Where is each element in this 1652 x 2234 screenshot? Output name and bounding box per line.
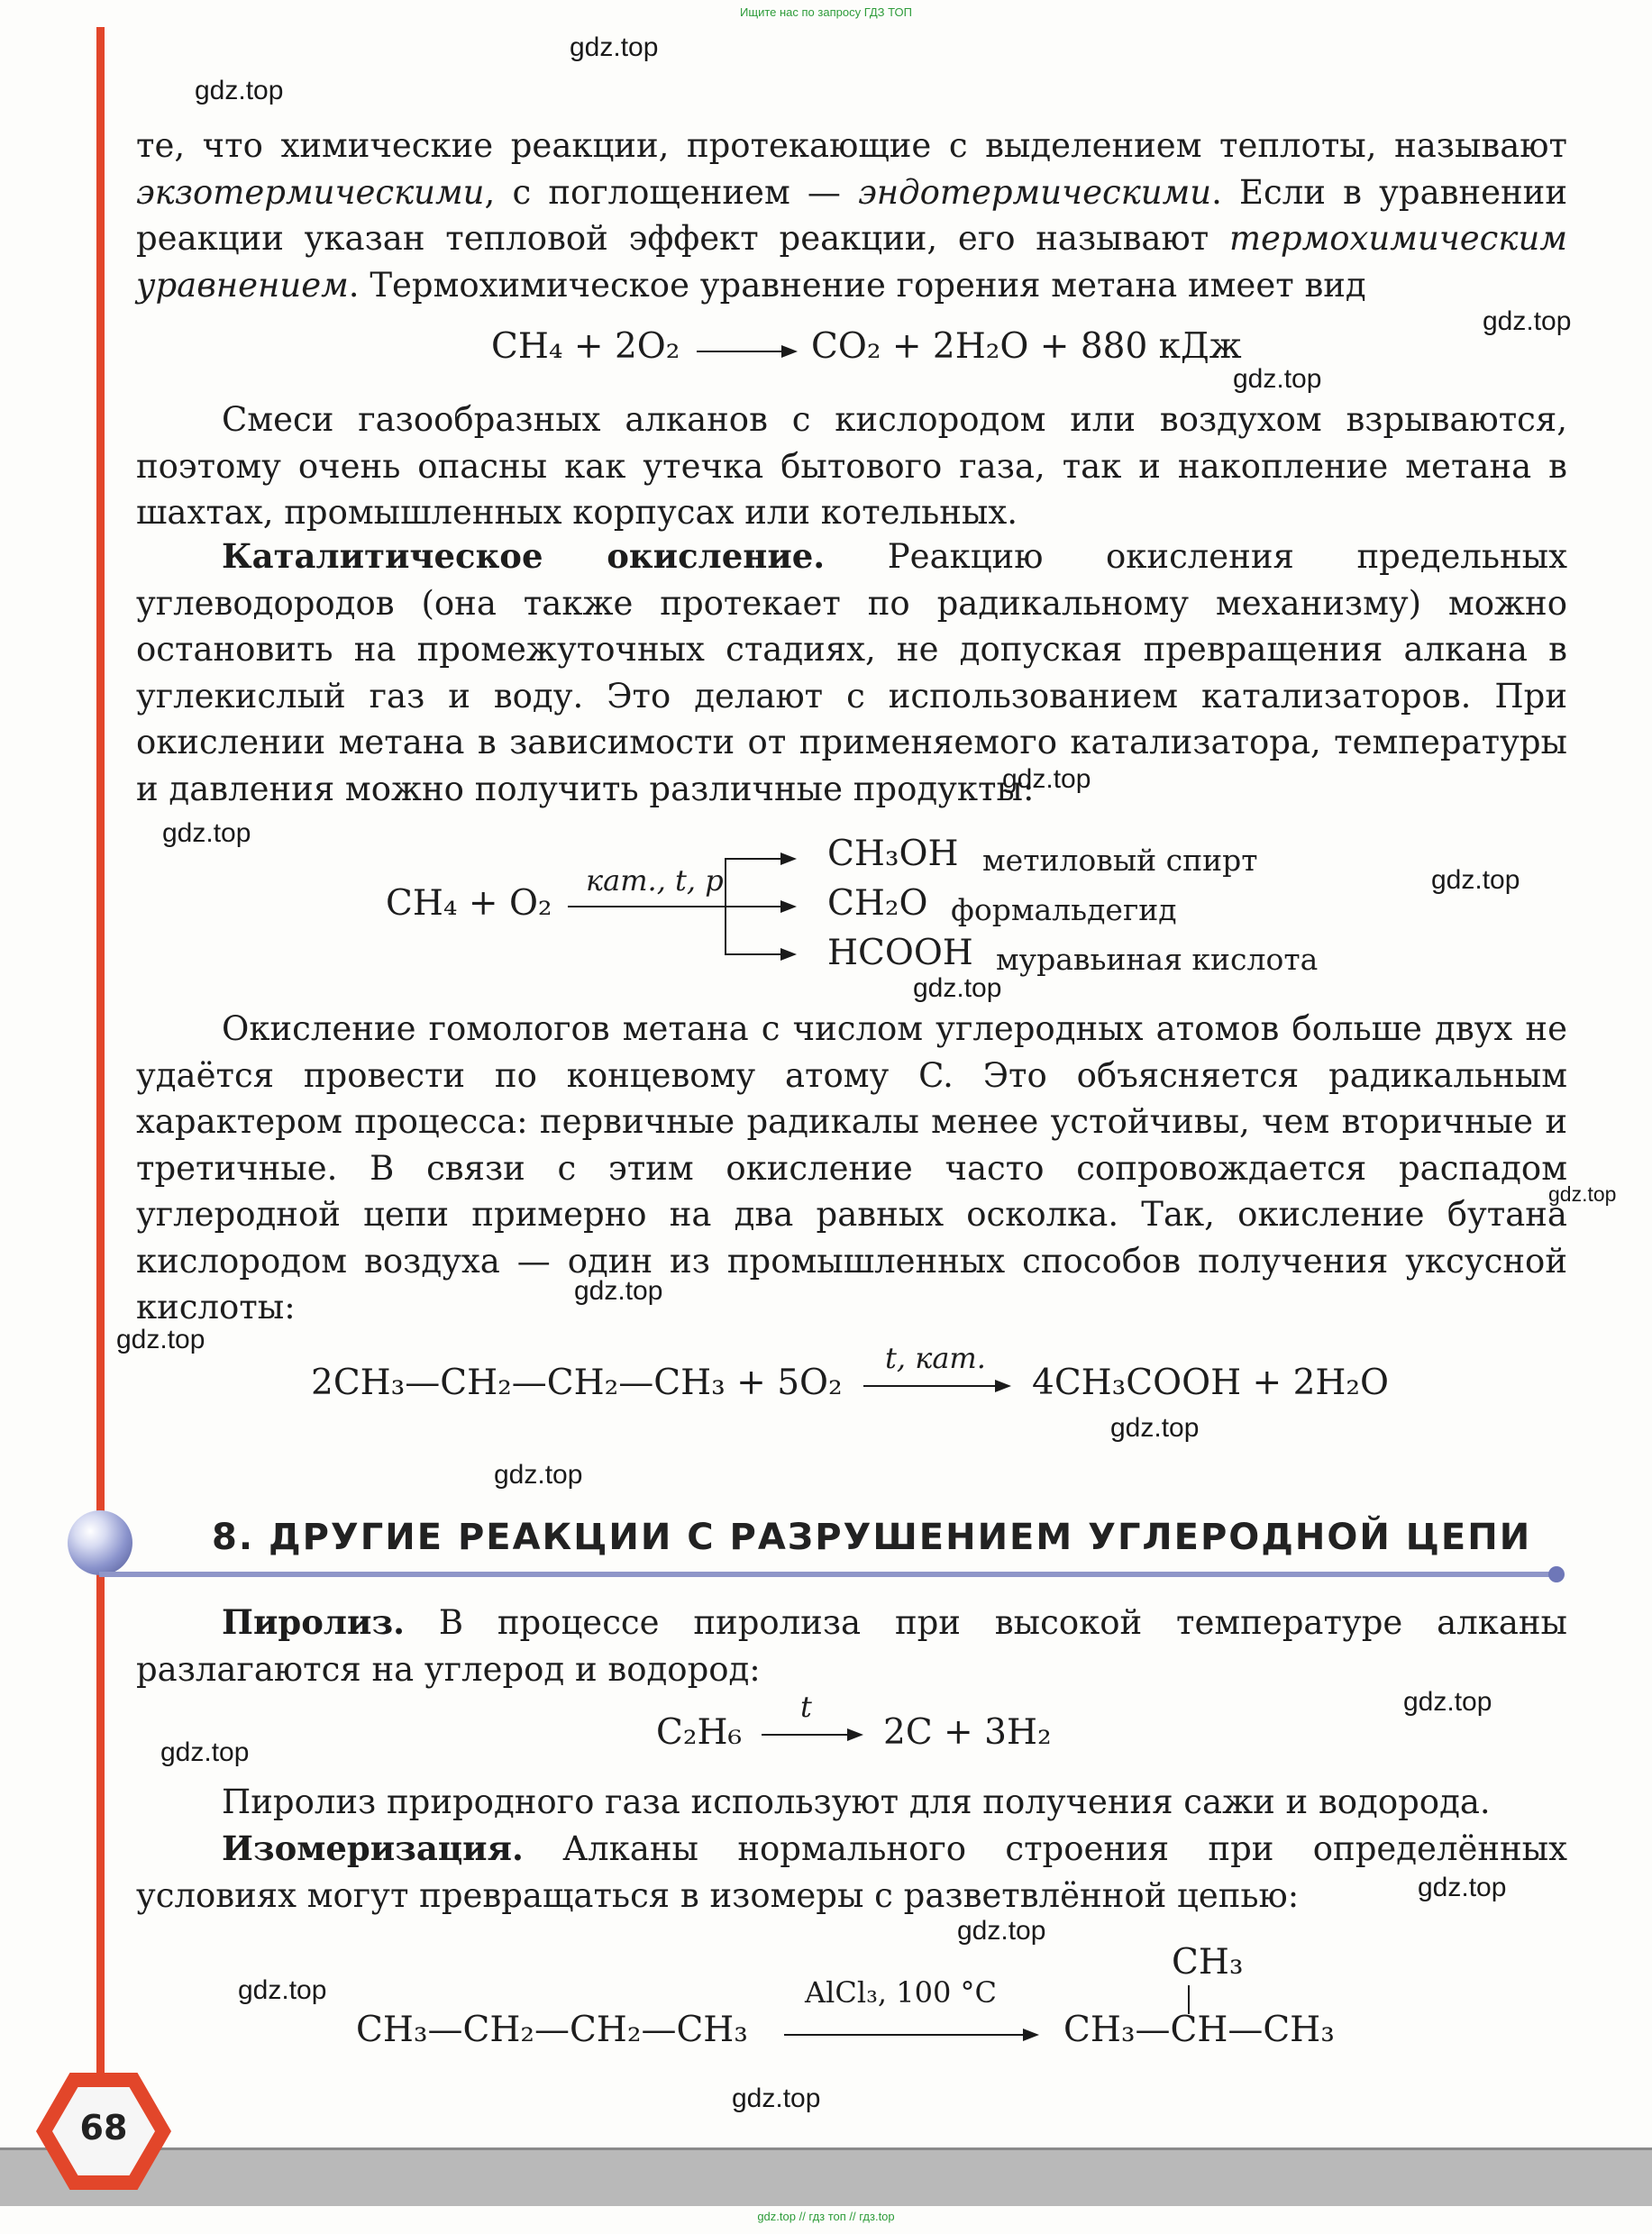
footer-note: gdz.top // гдз топ // гдз.top bbox=[757, 2210, 895, 2223]
watermark: gdz.top bbox=[238, 1975, 327, 2005]
section-heading: 8. ДРУГИЕ РЕАКЦИИ С РАЗРУШЕНИЕМ УГЛЕРОДНОЙ ЦЕПИ bbox=[212, 1517, 1532, 1558]
section-rule-dot bbox=[1548, 1566, 1565, 1582]
eq2-arrowhead-2 bbox=[780, 900, 797, 913]
eq3-right: 4CH₃COOH + 2H₂O bbox=[1032, 1363, 1389, 1403]
eq2-product-3-name: муравьиная кислота bbox=[996, 942, 1319, 977]
eq3-left: 2CH₃—CH₂—CH₂—CH₃ + 5O₂ bbox=[311, 1363, 843, 1403]
watermark: gdz.top bbox=[1548, 1182, 1617, 1206]
term-endothermic: эндотермическими bbox=[858, 172, 1212, 212]
eq2-product-2-name: формальдегид bbox=[951, 892, 1177, 927]
eq2-product-1-formula: CH₃OH bbox=[827, 834, 959, 874]
watermark: gdz.top bbox=[1110, 1413, 1200, 1443]
watermark: gdz.top bbox=[574, 1276, 663, 1306]
eq5-arrowhead bbox=[1023, 2029, 1039, 2041]
eq3-condition: t, кат. bbox=[885, 1341, 986, 1375]
eq2-arrowhead-1 bbox=[780, 853, 797, 865]
term-isomerization: Изомеризация. bbox=[222, 1828, 524, 1868]
eq5-right: CH₃—CH—CH₃ bbox=[1063, 2010, 1335, 2050]
eq5-branch: CH₃ bbox=[1172, 1942, 1244, 1983]
eq2-product-2-formula: CH₂O bbox=[827, 883, 928, 924]
eq1-left: CH₄ + 2O₂ bbox=[491, 326, 680, 367]
eq1-arrowhead bbox=[781, 345, 798, 358]
eq4-right: 2C + 3H₂ bbox=[883, 1712, 1052, 1753]
watermark: gdz.top bbox=[913, 973, 1002, 1003]
section-ball-icon bbox=[68, 1510, 132, 1575]
watermark: gdz.top bbox=[732, 2084, 821, 2113]
watermark: gdz.top bbox=[1002, 764, 1091, 794]
eq2-product-3-formula: HCOOH bbox=[827, 933, 973, 973]
text-run: В процессе пиролиза при высокой температуре алканы разлагаются на углерод и водород: bbox=[136, 1603, 1567, 1689]
page-number: 68 bbox=[79, 2108, 128, 2147]
text-run: . Если в уравнении реакции указан тепловой эффект реакции, его называют bbox=[136, 172, 1567, 258]
paragraph-explosive: Смеси газообразных алканов с кислородом или воздухом взрываются, поэтому очень опасны как утечка бытового газа, так и накопление метана в шахтах, промышленных корпусах или котельных. bbox=[136, 400, 1567, 532]
watermark: gdz.top bbox=[1233, 364, 1322, 394]
eq4-arrow bbox=[762, 1734, 852, 1736]
eq4-arrowhead bbox=[847, 1728, 863, 1741]
watermark: gdz.top bbox=[1431, 865, 1520, 895]
watermark: gdz.top bbox=[116, 1325, 205, 1354]
term-exothermic: экзотермическими bbox=[136, 172, 485, 212]
watermark: gdz.top bbox=[160, 1737, 250, 1767]
section-rule bbox=[99, 1572, 1559, 1577]
term-catalytic-oxidation: Каталитическое окисление. bbox=[222, 536, 826, 576]
watermark: gdz.top bbox=[957, 1916, 1046, 1946]
text-run: , с поглощением — bbox=[484, 172, 859, 212]
eq2-condition: кат., t, p bbox=[586, 863, 724, 898]
eq3-arrowhead bbox=[995, 1380, 1011, 1392]
text-run: . Термохимическое уравнение горения метана имеет вид bbox=[348, 265, 1366, 305]
eq2-reactants: CH₄ + O₂ bbox=[386, 883, 552, 924]
eq3-arrow bbox=[863, 1385, 999, 1387]
eq1-arrow bbox=[697, 351, 787, 352]
term-pyrolysis: Пиролиз. bbox=[222, 1602, 405, 1642]
watermark: gdz.top bbox=[570, 32, 659, 62]
watermark: gdz.top bbox=[1483, 306, 1572, 336]
eq4-condition: t bbox=[800, 1690, 812, 1724]
paragraph-catalytic-oxidation bbox=[136, 533, 1567, 812]
margin-line bbox=[96, 27, 105, 2127]
paragraph-pyrolysis bbox=[136, 1600, 1567, 1692]
eq2-product-1-name: метиловый спирт bbox=[982, 843, 1258, 878]
term-thermochemical: термохимическим уравнением bbox=[136, 219, 1567, 305]
eq2-branch-1 bbox=[725, 858, 784, 860]
eq2-arrowhead-3 bbox=[780, 948, 797, 961]
eq5-condition: AlCl₃, 100 °C bbox=[805, 1975, 997, 2010]
paragraph-exothermic bbox=[136, 123, 1567, 308]
watermark: gdz.top bbox=[1418, 1873, 1507, 1902]
header-note: Ищите нас по запросу ГДЗ ТОП bbox=[740, 5, 912, 19]
eq5-left: CH₃—CH₂—CH₂—CH₃ bbox=[356, 2010, 748, 2050]
watermark: gdz.top bbox=[494, 1460, 583, 1490]
paragraph-homologs: Окисление гомологов метана с числом углеродных атомов больше двух не удаётся провести по концевому атому C. Это объясняется радикальным характером процесса: первичные радикалы менее устойчивы, чем вторичные и третичные. В связи с этим окисление часто сопровождается распадом углеродной цепи примерно на два равных осколка. Так, окисление бутана кислородом воздуха — один из промышленных способов получения уксусной кислоты: bbox=[136, 1009, 1567, 1327]
eq2-branch-2 bbox=[725, 906, 784, 907]
text-run: Реакцию окисления предельных углеводородов (она также протекает по радикальному механизму) можно остановить на промежуточных стадиях, не допуская превращения алкана в углекислый газ и воду. Это делают с использованием катализаторов. При окислении метана в зависимости от применяемого катализатора, температуры и давления можно получить различные продукты: bbox=[136, 537, 1567, 808]
eq2-branch-3 bbox=[725, 953, 784, 955]
eq1-right: CO₂ + 2H₂O + 880 кДж bbox=[811, 326, 1242, 367]
watermark: gdz.top bbox=[162, 818, 251, 848]
text-run: те, что химические реакции, протекающие с выделением теплоты, называют bbox=[136, 126, 1567, 165]
eq4-left: C₂H₆ bbox=[656, 1712, 743, 1753]
eq2-stem bbox=[568, 906, 726, 907]
eq5-arrow bbox=[784, 2034, 1027, 2036]
watermark: gdz.top bbox=[1403, 1687, 1492, 1717]
text-run: Алканы нормального строения при определённых условиях могут превращаться в изомеры с разветвлённой цепью: bbox=[136, 1829, 1567, 1915]
watermark: gdz.top bbox=[195, 76, 284, 105]
paragraph-pyrolysis-use: Пиролиз природного газа используют для получения сажи и водорода. bbox=[222, 1783, 1491, 1821]
footer-bar bbox=[0, 2147, 1652, 2206]
paragraph-isomerization bbox=[136, 1826, 1567, 1919]
